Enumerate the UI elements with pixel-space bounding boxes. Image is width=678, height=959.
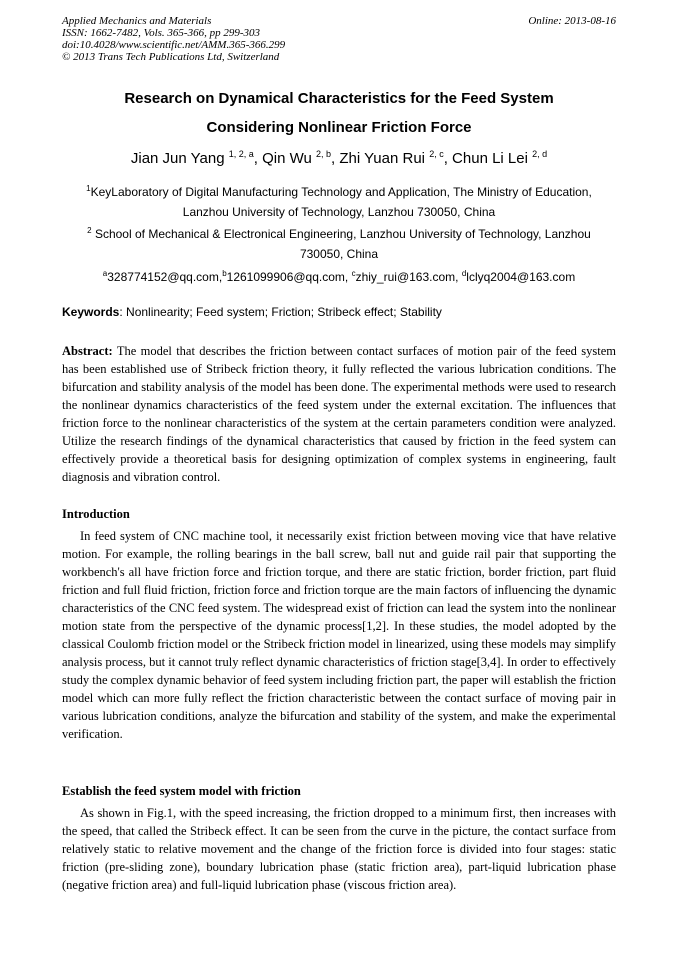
email-address: 328774152@qq.com, [107, 270, 223, 284]
introduction-paragraph: In feed system of CNC machine tool, it necessarily exist friction between moving vice that have relative motion. For example, the rolling bearings in the ball screw, ball nut and guide rail pair that supporting the workbench's all have friction force and friction torque, and there are static friction, border friction, part fluid friction and full fluid friction, friction force and friction torque are the main factors of influencing the dynamic characteristics of the CNC feed system. The widespread exist of friction can lead the system into the nonlinear motion state from the perspective of the dynamic process[1,2]. In these studies, the model adopted by the classical Coulomb friction model or the Stribeck friction model in linearized, using these models may simplify analysis process, but it cannot truly reflect dynamic characteristics of friction stage[3,4]. In order to effectively study the complex dynamic behavior of feed system including friction part, the paper will establish the friction model which can more fully reflect the friction characteristic between the contact surface of moving pair in various lubrication conditions, analyze the bifurcation and stability of the system, and make the experimental verification. [62, 529, 616, 741]
copyright-line: © 2013 Trans Tech Publications Ltd, Switzerland [62, 51, 280, 63]
affiliation-mark: 2 [87, 226, 92, 235]
author-affiliation-mark: 1, 2, a [228, 149, 254, 159]
keywords-text: : Nonlinearity; Feed system; Friction; Stribeck effect; Stability [119, 305, 442, 319]
abstract [62, 342, 616, 486]
email-mark: c [351, 269, 356, 278]
issn-line: ISSN: 1662-7482, Vols. 365-366, pp 299-303 [62, 27, 260, 39]
email-mark: d [461, 269, 467, 278]
author-separator: , [253, 150, 263, 167]
author-separator: , [331, 150, 340, 167]
affiliation-1 [62, 179, 616, 222]
author-affiliation-mark: 2, b [316, 149, 332, 159]
abstract-text: The model that describes the friction between contact surfaces of motion pair of the feed system has been established use of Stribeck friction theory, it fully reflected the various lubrication conditions. The bifurcation and stability analysis of the model has been done. The experimental methods were used to research the nonlinear dynamics characteristics of the feed system under the external excitation. The influences that friction force to the nonlinear characteristics of the system at the certain parameters condition were analyzed. Utilize the research findings of the dynamical characteristics that caused by friction in the feed system can effectively provide a theoretical basis for designing optimization of complex systems in engineering, fault diagnosis and vibration control. [62, 344, 616, 484]
paper-title [40, 84, 638, 142]
author-name: Zhi Yuan Rui [339, 150, 426, 167]
email-mark: b [222, 269, 227, 278]
author-name: Chun Li Lei [452, 150, 528, 167]
author-name: Jian Jun Yang [130, 150, 225, 167]
abstract-label: Abstract: [62, 344, 113, 358]
email-address: lclyq2004@163.com [466, 270, 576, 284]
affiliation-mark: 1 [86, 184, 91, 193]
introduction-heading: Introduction [62, 507, 130, 521]
author-affiliation-mark: 2, d [532, 149, 548, 159]
author-affiliation-mark: 2, c [429, 149, 444, 159]
affiliation-text: Lanzhou University of Technology, Lanzhou 730050, China [182, 205, 496, 219]
affiliation-2 [62, 221, 616, 264]
keywords-label: Keywords [62, 305, 120, 319]
author-list [40, 144, 638, 169]
doi-line: doi:10.4028/www.scientific.net/AMM.365-366.299 [62, 39, 286, 51]
section-heading: Establish the feed system model with friction [62, 784, 301, 798]
email-address: zhiy_rui@163.com, [355, 270, 462, 284]
title-line-2: Considering Nonlinear Friction Force [206, 119, 472, 136]
title-line-1: Research on Dynamical Characteristics for the Feed System [124, 90, 554, 107]
journal-header [62, 15, 616, 63]
affiliation-text: 730050, China [299, 247, 379, 261]
journal-name: Applied Mechanics and Materials [62, 15, 212, 27]
affiliation-text: School of Mechanical & Electronical Engineering, Lanzhou University of Technology, Lanzhou [91, 227, 591, 241]
keywords [62, 303, 616, 321]
email-mark: a [102, 269, 108, 278]
online-date: Online: 2013-08-16 [528, 15, 616, 27]
author-name: Qin Wu [262, 150, 312, 167]
author-separator: , [443, 150, 453, 167]
affiliation-text: KeyLaboratory of Digital Manufacturing Technology and Application, The Ministry of Education, [90, 185, 592, 199]
email-address: 1261099906@qq.com, [226, 270, 352, 284]
email-list [62, 264, 616, 287]
section-paragraph: As shown in Fig.1, with the speed increasing, the friction dropped to a minimum first, then increases with the speed, that called the Stribeck effect. It can be seen from the curve in the picture, the contact surface from relatively static to relative movement and the change of the friction force is divided into four stages: static friction (pre-sliding zone), boundary lubrication phase (static friction area), part-liquid lubrication phase (negative friction area) and full-liquid lubrication phase (viscous friction area). [62, 806, 616, 892]
